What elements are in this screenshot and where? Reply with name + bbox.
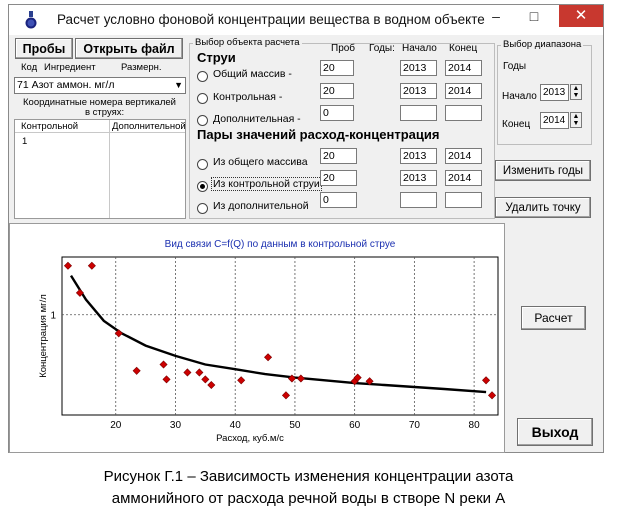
data-point: [208, 381, 215, 388]
flask-icon: [23, 11, 39, 29]
range-start-label: Начало: [502, 91, 537, 102]
stream-total-end[interactable]: 2014: [445, 60, 482, 76]
maximize-button[interactable]: □: [529, 8, 539, 24]
data-point: [196, 369, 203, 376]
range-end-input[interactable]: 2014: [540, 112, 569, 129]
data-point: [264, 354, 271, 361]
data-point: [238, 377, 245, 384]
pair-total-end[interactable]: 2014: [445, 148, 482, 164]
range-end-label: Конец: [502, 119, 531, 130]
calc-object-group-title: Выбор объекта расчета: [195, 37, 300, 48]
additional-column-header: Дополнительной: [112, 121, 186, 132]
calculate-button[interactable]: Расчет: [521, 306, 586, 330]
chart-panel: [9, 223, 505, 453]
pair-control-start[interactable]: 2013: [400, 170, 437, 186]
stream-control-start[interactable]: 2013: [400, 83, 437, 99]
trend-curve: [71, 276, 486, 393]
stream-total-label: Общий массив -: [213, 68, 292, 80]
pair-additional-start[interactable]: [400, 192, 437, 208]
verticals-column-divider: [109, 120, 110, 218]
range-start-spinner[interactable]: ▲ ▼: [570, 84, 582, 100]
scatter-chart[interactable]: [10, 224, 504, 452]
range-group-title: Выбор диапазона: [503, 39, 582, 50]
open-file-button[interactable]: Открыть файл: [75, 38, 183, 59]
title-bar: [9, 5, 603, 35]
chevron-down-icon[interactable]: ▼: [174, 80, 183, 90]
pair-additional-end[interactable]: [445, 192, 482, 208]
pair-control-end[interactable]: 2014: [445, 170, 482, 186]
stream-control-label: Контрольная -: [213, 91, 283, 103]
x-tick-label: 50: [289, 420, 301, 431]
figure-caption-line2: аммонийного от расхода речной воды в створе N реки А: [111, 490, 506, 507]
samples-column-header: Проб: [331, 43, 356, 54]
pair-additional-radio[interactable]: [197, 203, 208, 214]
stream-additional-radio[interactable]: [197, 115, 208, 126]
ingredient-selected-value: 71 Азот аммон. мг/л: [17, 79, 115, 91]
table-row[interactable]: 1: [22, 136, 28, 147]
stream-control-radio[interactable]: [197, 93, 208, 104]
window-title: Расчет условно фоновой концентрации вещества в водном объекте: [57, 12, 485, 27]
pair-total-start[interactable]: 2013: [400, 148, 437, 164]
y-axis-label: Концентрация мг/л: [38, 294, 49, 378]
app-window: [8, 4, 604, 453]
control-column-header: Контрольной: [21, 121, 79, 132]
pair-additional-samples[interactable]: 0: [320, 192, 357, 208]
data-point: [202, 376, 209, 383]
x-tick-label: 80: [468, 420, 480, 431]
years-column-header: Годы:: [369, 43, 395, 54]
pair-control-label: Из контрольной струи: [213, 178, 320, 190]
verticals-subtitle: в струях:: [85, 107, 125, 118]
x-tick-label: 20: [110, 420, 122, 431]
figure-caption-line1: Рисунок Г.1 – Зависимость изменения концентрации азота: [103, 468, 514, 485]
stream-total-start[interactable]: 2013: [400, 60, 437, 76]
chart-title: Вид связи C=f(Q) по данным в контрольной струе: [164, 239, 396, 250]
data-point: [163, 376, 170, 383]
ingredient-column-header: Ингредиент: [44, 62, 96, 73]
data-point: [133, 367, 140, 374]
stream-total-radio[interactable]: [197, 71, 208, 82]
data-point: [160, 361, 167, 368]
data-point: [64, 262, 71, 269]
data-point: [482, 377, 489, 384]
x-tick-label: 60: [349, 420, 361, 431]
data-point: [282, 392, 289, 399]
change-years-button[interactable]: Изменить годы: [495, 160, 591, 181]
x-tick-label: 30: [169, 420, 182, 431]
exit-button[interactable]: Выход: [517, 418, 593, 446]
stream-additional-label: Дополнительная -: [213, 113, 301, 125]
end-column-header: Конец: [449, 43, 478, 54]
stream-additional-start[interactable]: [400, 105, 437, 121]
x-axis-label: Расход, куб.м/с: [216, 433, 284, 444]
x-tick-label: 40: [229, 420, 241, 431]
data-point: [297, 375, 304, 382]
y-tick-label: 1: [50, 310, 56, 322]
pair-additional-label: Из дополнительной: [213, 200, 309, 212]
pairs-header: Пары значений расход-концентрация: [197, 127, 440, 142]
data-point: [488, 392, 495, 399]
verticals-table[interactable]: [14, 119, 186, 219]
data-point: [184, 369, 191, 376]
delete-point-button[interactable]: Удалить точку: [495, 197, 591, 218]
range-years-label: Годы: [503, 61, 527, 72]
pair-control-samples[interactable]: 20: [320, 170, 357, 186]
pair-total-samples[interactable]: 20: [320, 148, 357, 164]
verticals-title: Координатные номера вертикалей: [23, 97, 176, 108]
stream-additional-samples[interactable]: 0: [320, 105, 354, 121]
streams-header: Струи: [197, 50, 236, 65]
range-end-spinner[interactable]: ▲ ▼: [570, 112, 582, 128]
stream-additional-end[interactable]: [445, 105, 482, 121]
stream-total-samples[interactable]: 20: [320, 60, 354, 76]
pair-total-radio[interactable]: [197, 159, 208, 170]
dimension-column-header: Размерн.: [121, 62, 162, 73]
stream-control-samples[interactable]: 20: [320, 83, 354, 99]
start-column-header: Начало: [402, 43, 437, 54]
minimize-button[interactable]: –: [492, 8, 500, 24]
range-start-input[interactable]: 2013: [540, 84, 569, 101]
x-tick-label: 70: [408, 420, 420, 431]
code-column-header: Код: [21, 62, 38, 73]
data-point: [88, 262, 95, 269]
pair-control-radio[interactable]: [197, 181, 208, 192]
close-button[interactable]: ✕: [559, 5, 603, 27]
stream-control-end[interactable]: 2014: [445, 83, 482, 99]
samples-button[interactable]: Пробы: [15, 38, 73, 59]
pair-total-label: Из общего массива: [213, 156, 308, 168]
ingredient-select[interactable]: [14, 77, 186, 94]
